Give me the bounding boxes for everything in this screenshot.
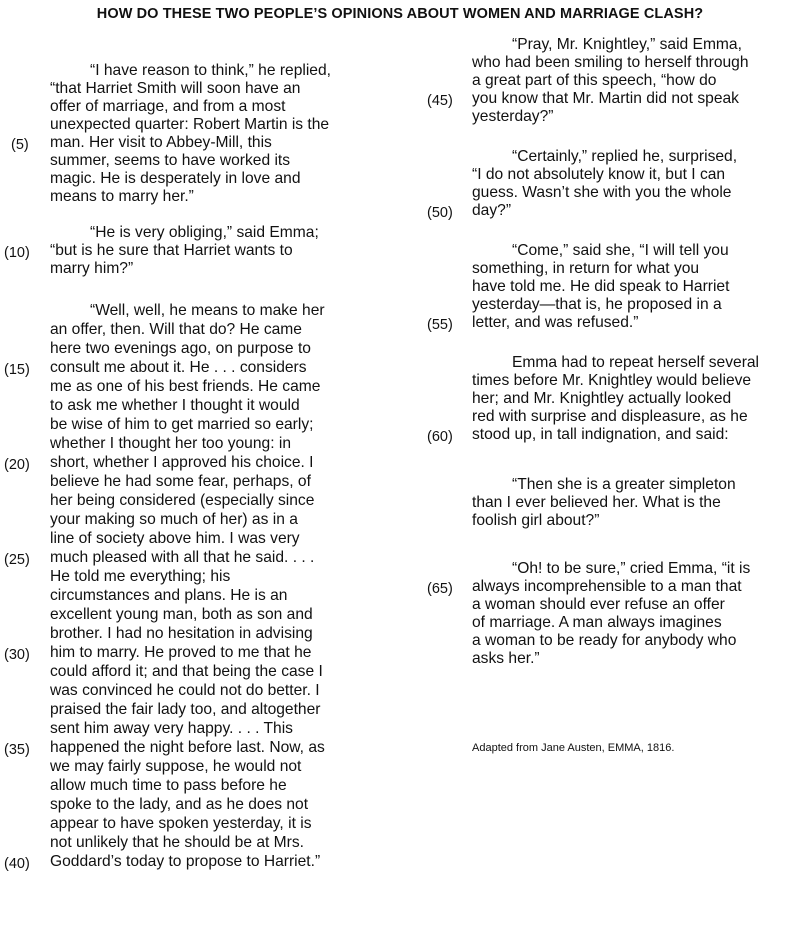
text-line: “Come,” said she, “I will tell you: [512, 242, 729, 259]
text-line: asks her.”: [472, 650, 540, 667]
text-line: red with surprise and displeasure, as he: [472, 408, 748, 425]
text-line: something, in return for what you: [472, 260, 700, 277]
text-line: sent him away very happy. . . . This: [50, 720, 293, 737]
text-line: always incomprehensible to a man that: [472, 578, 742, 595]
text-line: guess. Wasn’t she with you the whole: [472, 184, 732, 201]
text-line: have told me. He did speak to Harriet: [472, 278, 730, 295]
text-line: “I have reason to think,” he replied,: [90, 62, 331, 79]
text-line: appear to have spoken yesterday, it is: [50, 815, 312, 832]
line-number: (45): [427, 93, 453, 109]
text-line: “He is very obliging,” said Emma;: [90, 224, 319, 241]
text-line: man. Her visit to Abbey-Mill, this: [50, 134, 272, 151]
line-number: (35): [4, 742, 30, 758]
line-number: (55): [427, 317, 453, 333]
line-number: (65): [427, 581, 453, 597]
text-line: was convinced he could not do better. I: [50, 682, 320, 699]
text-line: whether I thought her too young: in: [50, 435, 292, 452]
text-line: here two evenings ago, on purpose to: [50, 340, 311, 357]
text-line: happened the night before last. Now, as: [50, 739, 325, 756]
text-line: an offer, then. Will that do? He came: [50, 321, 302, 338]
text-line: spoke to the lady, and as he does not: [50, 796, 309, 813]
text-line: foolish girl about?”: [472, 512, 600, 529]
text-line: “Certainly,” replied he, surprised,: [512, 148, 738, 165]
line-number: (30): [4, 647, 30, 663]
text-line: offer of marriage, and from a most: [50, 98, 286, 115]
line-number: (60): [427, 429, 453, 445]
text-line: consult me about it. He . . . considers: [50, 359, 307, 376]
text-line: praised the fair lady too, and altogether: [50, 701, 321, 718]
page-title: HOW DO THESE TWO PEOPLE’S OPINIONS ABOUT WOMEN AND MARRIAGE CLASH?: [96, 6, 704, 22]
text-line: him to marry. He proved to me that he: [50, 644, 312, 661]
text-line: excellent young man, both as son and: [50, 606, 313, 623]
text-line: short, whether I approved his choice. I: [50, 454, 314, 471]
source-citation: Adapted from Jane Austen, EMMA, 1816.: [472, 742, 675, 754]
text-line: could afford it; and that being the case I: [50, 663, 323, 680]
text-line: He told me everything; his: [50, 568, 231, 585]
text-line: day?”: [472, 202, 512, 219]
text-line: yesterday—that is, he proposed in a: [472, 296, 722, 313]
text-line: believe he had some fear, perhaps, of: [50, 473, 311, 490]
text-line: brother. I had no hesitation in advising: [50, 625, 313, 642]
text-line: a great part of this speech, “how do: [472, 72, 717, 89]
text-line: not unlikely that he should be at Mrs.: [50, 834, 304, 851]
text-line: “Then she is a greater simpleton: [512, 476, 736, 493]
text-line: “Pray, Mr. Knightley,” said Emma,: [512, 36, 742, 53]
line-number: (5): [11, 137, 29, 153]
text-line: means to marry her.”: [50, 188, 194, 205]
text-line: allow much time to pass before he: [50, 777, 287, 794]
line-number: (20): [4, 457, 30, 473]
line-number: (40): [4, 856, 30, 872]
text-line: magic. He is desperately in love and: [50, 170, 301, 187]
text-line: we may fairly suppose, he would not: [50, 758, 302, 775]
line-number: (10): [4, 245, 30, 261]
line-number: (50): [427, 205, 453, 221]
text-line: a woman should ever refuse an offer: [472, 596, 725, 613]
text-line: yesterday?”: [472, 108, 554, 125]
text-line: Emma had to repeat herself several: [512, 354, 760, 371]
text-line: to ask me whether I thought it would: [50, 397, 300, 414]
text-line: summer, seems to have worked its: [50, 152, 291, 169]
text-line: who had been smiling to herself through: [472, 54, 749, 71]
text-line: Goddard’s today to propose to Harriet.”: [50, 853, 321, 870]
text-line: a woman to be ready for anybody who: [472, 632, 737, 649]
text-line: you know that Mr. Martin did not speak: [472, 90, 739, 107]
text-line: times before Mr. Knightley would believe: [472, 372, 752, 389]
text-line: much pleased with all that he said. . . .: [50, 549, 315, 566]
text-line: “Well, well, he means to make her: [90, 302, 325, 319]
text-line: me as one of his best friends. He came: [50, 378, 321, 395]
text-line: stood up, in tall indignation, and said:: [472, 426, 729, 443]
text-line: “but is he sure that Harriet wants to: [50, 242, 293, 259]
text-line: than I ever believed her. What is the: [472, 494, 721, 511]
line-number: (15): [4, 362, 30, 378]
text-line: her being considered (especially since: [50, 492, 315, 509]
text-line: “Oh! to be sure,” cried Emma, “it is: [512, 560, 751, 577]
text-line: her; and Mr. Knightley actually looked: [472, 390, 732, 407]
text-line: be wise of him to get married so early;: [50, 416, 314, 433]
text-line: marry him?”: [50, 260, 134, 277]
text-line: letter, and was refused.”: [472, 314, 639, 331]
text-line: “that Harriet Smith will soon have an: [50, 80, 301, 97]
text-line: your making so much of her) as in a: [50, 511, 298, 528]
line-number: (25): [4, 552, 30, 568]
text-line: “I do not absolutely know it, but I can: [472, 166, 726, 183]
text-line: line of society above him. I was very: [50, 530, 300, 547]
text-line: unexpected quarter: Robert Martin is the: [50, 116, 330, 133]
text-line: circumstances and plans. He is an: [50, 587, 288, 604]
text-line: of marriage. A man always imagines: [472, 614, 722, 631]
